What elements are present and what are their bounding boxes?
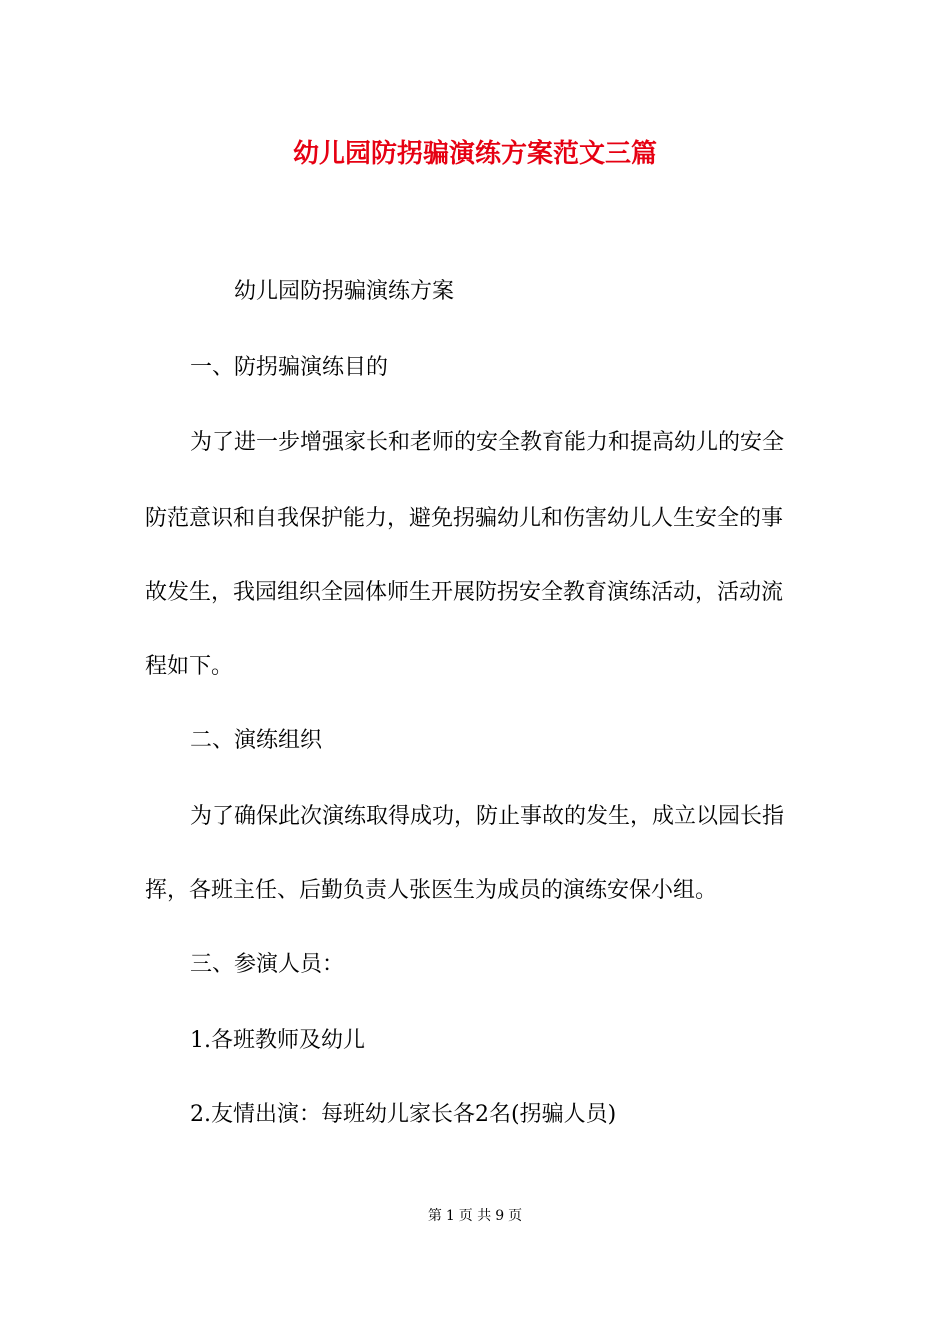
footer-suffix: 页: [508, 1208, 523, 1224]
paragraph-line: 程如下。: [145, 654, 234, 679]
section-heading-organization: 二、演练组织: [190, 728, 323, 753]
section-heading-participants: 三、参演人员：: [190, 952, 345, 977]
list-item: 2.友情出演：每班幼儿家长各2名(拐骗人员): [190, 1102, 617, 1127]
paragraph-line: 为了确保此次演练取得成功，防止事故的发生，成立以园长指: [190, 804, 785, 829]
paragraph-line: 挥，各班主任、后勤负责人张医生为成员的演练安保小组。: [145, 878, 718, 903]
footer-prefix: 第: [427, 1208, 442, 1224]
document-title: 幼儿园防拐骗演练方案范文三篇: [292, 139, 657, 169]
section-heading-purpose: 一、防拐骗演练目的: [190, 355, 389, 380]
footer-total-pages: 9: [495, 1208, 505, 1224]
page-footer: [0, 1206, 950, 1226]
footer-middle: 页 共: [458, 1208, 492, 1224]
footer-page-number: 1: [445, 1208, 455, 1224]
paragraph-line: 故发生，我园组织全园体师生开展防拐安全教育演练活动，活动流: [145, 580, 784, 605]
paragraph-line: 防范意识和自我保护能力，避免拐骗幼儿和伤害幼儿人生安全的事: [145, 506, 784, 531]
list-item: 1.各班教师及幼儿: [190, 1028, 365, 1053]
paragraph-line: 为了进一步增强家长和老师的安全教育能力和提高幼儿的安全: [190, 430, 785, 455]
document-subtitle: 幼儿园防拐骗演练方案: [234, 279, 455, 304]
